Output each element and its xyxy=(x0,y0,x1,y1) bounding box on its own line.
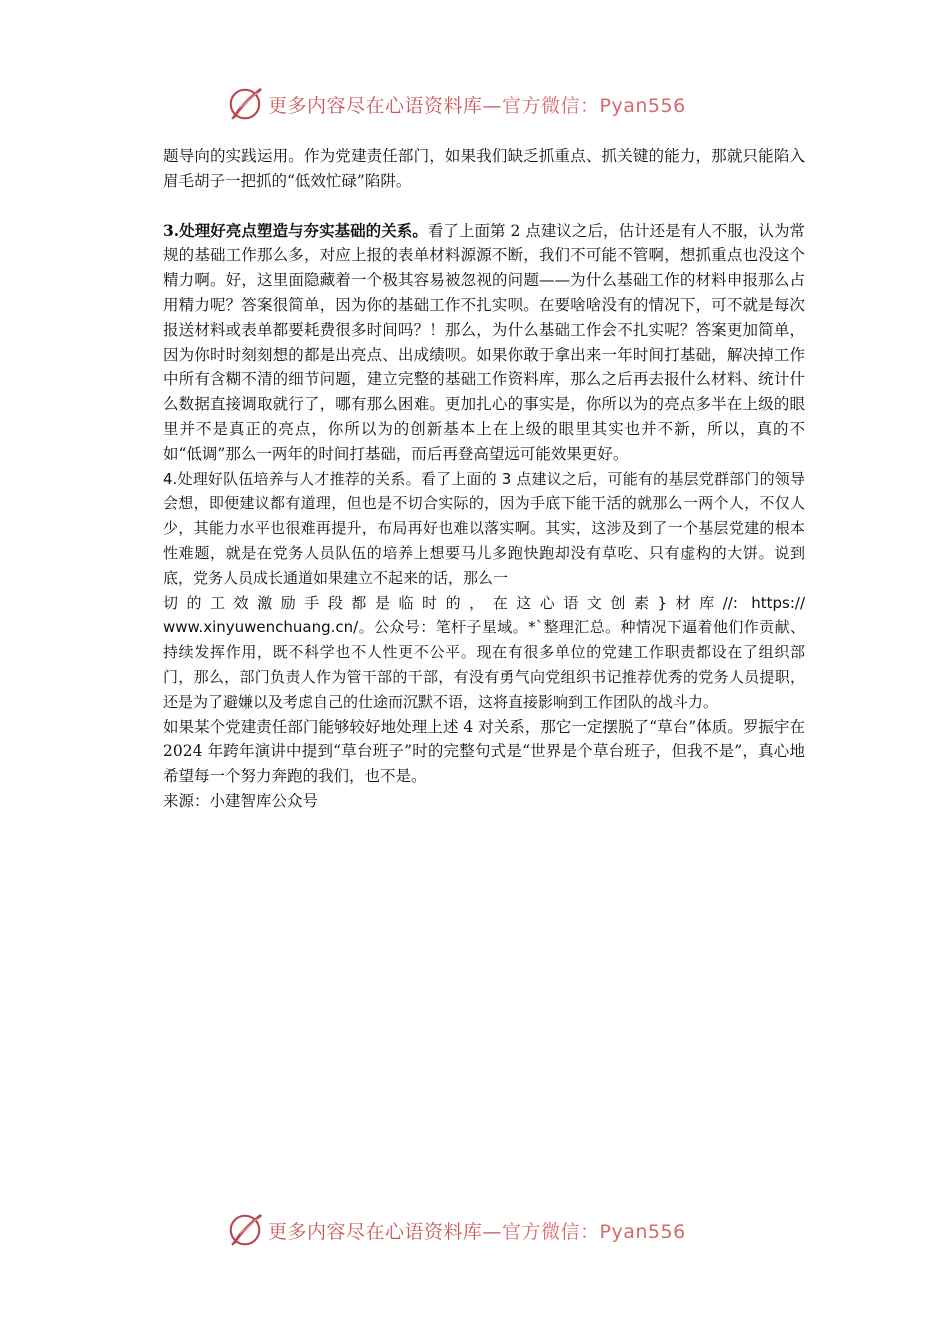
banner-dash: — xyxy=(482,94,503,117)
paragraph-intro: 题导向的实践运用。作为党建责任部门，如果我们缺乏抓重点、抓关键的能力，那就只能陷入眉毛胡子一把抓的“低效忙碌”陷阱。 xyxy=(163,147,805,190)
paragraph-gap xyxy=(163,194,805,219)
point-3-body: 看了上面第 2 点建议之后，估计还是有人不服，认为常规的基础工作那么多，对应上报的表单材料源源不断，我们不可能不管啊，想抓重点也没这个精力啊。好，这里面隐藏着一个极其容易被忽视的问题——为什么基础工作的材料申报那么占用精力呢？答案很简单，因为你的基础工作不扎实呗。在要啥啥没有的情况下，可不就是每次报送材料或表单都要耗费很多时间吗？！那么，为什么基础工作会不扎实呢？答案更加简单，因为你时时刻刻想的都是出亮点、出成绩呗。如果你敢于拿出来一年时间打基础，解决掉工作中所有含糊不清的细节问题，建立完整的基础工作资料库，那么之后再去报什么材料、统计什么数据直接调取就行了，哪有那么困难。更加扎心的事实是，你所以为的亮点多半在上级的眼里并不是真正的亮点，你所以为的创新基本上在上级的眼里其实也并不新，所以，真的不如“低调”那么一两年的时间打基础，而后再登高望远可能效果更好。 xyxy=(163,221,805,463)
paragraph-conclusion: 如果某个党建责任部门能够较好地处理上述 4 对关系，那它一定摆脱了“草台”体质。罗振宇在 2024 年跨年演讲中提到“草台班子”时的完整句式是“世界是个草台班子，但我不是”，真心地希望每一个努力奔跑的我们，也不是。 xyxy=(163,717,805,786)
footer-banner xyxy=(226,1210,746,1250)
banner-main: 更多内容尽在心语资料库 xyxy=(268,1220,483,1243)
paragraph-point-3 xyxy=(163,219,805,467)
banner-text xyxy=(268,1217,686,1244)
paragraph-source: 来源：小建智库公众号 xyxy=(163,791,319,810)
banner-wechat: 官方微信：Pyan556 xyxy=(502,94,686,117)
banner-dash: — xyxy=(482,1220,503,1243)
quill-logo-icon xyxy=(226,1211,264,1249)
document-body xyxy=(163,144,805,814)
banner-main: 更多内容尽在心语资料库 xyxy=(268,94,483,117)
point-4-part-a: 4.处理好队伍培养与人才推荐的关系。看了上面的 3 点建议之后，可能有的基层党群部门的领导会想，即便建议都有道理，但也是不切合实际的，因为手底下能干活的就那么一两个人，不仅人少，其能力水平也很难再提升，布局再好也难以落实啊。其实，这涉及到了一个基层党建的根本性难题，就是在党务人员队伍的培养上想要马儿多跑快跑却没有草吃、只有虚构的大饼。说到底，党务人员成长通道如果建立不起来的话，那么一 xyxy=(163,469,805,587)
banner-text xyxy=(268,91,686,118)
banner-wechat: 官方微信：Pyan556 xyxy=(502,1220,686,1243)
header-banner xyxy=(226,84,746,124)
point-3-title: 3.处理好亮点塑造与夯实基础的关系。 xyxy=(163,220,428,240)
paragraph-point-4-cont: www.xinyuwenchuang.cn/。公众号：笔杆子星域。*`整理汇总。种情况下逼着他们作贡献、持续发挥作用，既不科学也不人性更不公平。现在有很多单位的党建工作职责都设在了组织部门，那么，部门负责人作为管干部的干部，有没有勇气向党组织书记推荐优秀的党务人员提职，还是为了避嫌以及考虑自己的仕途而沉默不语，这将直接影响到工作团队的战斗力。 xyxy=(163,618,805,711)
paragraph-point-4 xyxy=(163,467,805,591)
paragraph-point-4-link-line: 切的工效激励手段都是临时的，在这心语文创素}材库//: https:// xyxy=(163,593,805,612)
quill-logo-icon xyxy=(226,85,264,123)
